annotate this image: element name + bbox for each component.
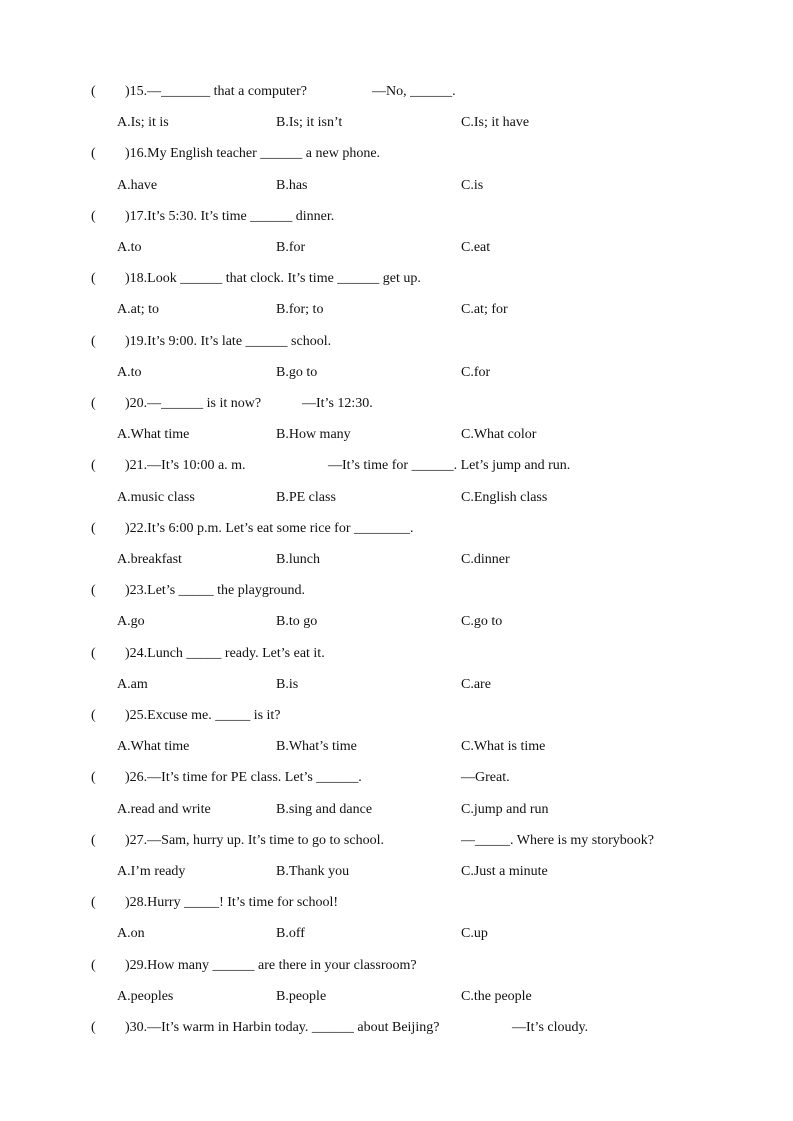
question-15 [0,82,793,102]
question-16 [0,144,793,164]
question-text: )29.How many ______ are there in your classroom? [125,957,417,973]
options-18 [0,300,793,320]
answer-bracket: ( [91,708,96,723]
option-c: C.Just a minute [461,864,548,879]
question-reply: —It’s time for ______. Let’s jump and run. [328,458,571,474]
option-b: B.lunch [276,552,320,567]
answer-bracket: ( [91,1020,96,1035]
option-c: C.Is; it have [461,115,530,131]
option-a: A.am [117,676,148,692]
question-17 [0,207,793,227]
option-a: A.breakfast [117,552,182,567]
answer-bracket: ( [91,583,96,599]
option-c: C.are [461,676,491,692]
question-reply: —No, ______. [372,84,456,99]
question-text: )20.—______ is it now? [125,396,262,411]
question-text: )22.It’s 6:00 p.m. Let’s eat some rice for ________. [125,520,414,536]
option-a: A.music class [117,489,195,505]
question-21 [0,456,793,476]
question-reply: —Great. [461,770,510,786]
option-b: B.people [276,988,327,1004]
options-28 [0,924,793,944]
option-a: A.read and write [117,801,211,817]
option-c: C.What color [461,427,537,443]
options-19 [0,363,793,383]
question-text: )16.My English teacher ______ a new phone. [125,146,381,162]
options-16 [0,176,793,196]
option-c: C.What is time [461,739,546,755]
question-text: )26.—It’s time for PE class. Let’s ______. [125,770,362,786]
option-b: B.How many [276,427,351,443]
option-b: B.for; to [276,302,324,318]
option-a: A.What time [117,739,190,755]
answer-bracket: ( [91,957,96,973]
option-c: C.at; for [461,302,508,318]
option-a: A.What time [117,427,190,443]
question-text: )28.Hurry _____! It’s time for school! [125,895,339,911]
question-30 [0,1018,793,1038]
options-25 [0,737,793,757]
question-text: )15.—_______ that a computer? [125,84,307,99]
option-b: B.off [276,926,305,942]
question-29 [0,956,793,976]
option-a: A.to [117,364,142,380]
question-text: )18.Look ______ that clock. It’s time ______ get up. [125,271,421,287]
question-28 [0,893,793,913]
option-b: B.What’s time [276,739,357,755]
answer-bracket: ( [91,645,96,661]
options-26 [0,800,793,820]
answer-bracket: ( [91,770,96,786]
option-c: C.eat [461,240,491,255]
option-a: A.peoples [117,988,174,1004]
option-c: C.English class [461,489,548,505]
options-23 [0,612,793,632]
answer-bracket: ( [91,271,96,287]
option-c: C.go to [461,614,503,630]
question-reply: —It’s cloudy. [512,1020,589,1035]
option-b: B.Is; it isn’t [276,115,343,131]
options-22 [0,550,793,570]
options-17 [0,238,793,258]
option-c: C.up [461,926,488,942]
question-text: )21.—It’s 10:00 a. m. [125,458,246,474]
answer-bracket: ( [91,458,96,474]
option-a: A.go [117,614,145,630]
question-22 [0,519,793,539]
answer-bracket: ( [91,146,96,162]
options-21 [0,488,793,508]
question-text: )27.—Sam, hurry up. It’s time to go to school. [125,832,384,848]
options-29 [0,987,793,1007]
option-b: B.PE class [276,489,336,505]
answer-bracket: ( [91,832,96,848]
option-a: A.I’m ready [117,864,186,879]
question-26 [0,768,793,788]
option-a: A.at; to [117,302,159,318]
question-text: )30.—It’s warm in Harbin today. ______ about Beijing? [125,1020,440,1035]
option-a: A.have [117,177,158,193]
options-24 [0,675,793,695]
question-18 [0,269,793,289]
question-reply: —_____. Where is my storybook? [461,832,654,848]
options-15 [0,113,793,133]
question-text: )19.It’s 9:00. It’s late ______ school. [125,333,332,349]
option-a: A.to [117,240,142,255]
options-27 [0,862,793,882]
option-b: B.go to [276,364,318,380]
question-text: )25.Excuse me. _____ is it? [125,708,281,723]
question-25 [0,706,793,726]
question-23 [0,581,793,601]
answer-bracket: ( [91,84,96,99]
question-24 [0,644,793,664]
question-text: )24.Lunch _____ ready. Let’s eat it. [125,645,325,661]
answer-bracket: ( [91,895,96,911]
question-19 [0,332,793,352]
answer-bracket: ( [91,333,96,349]
option-a: A.Is; it is [117,115,169,131]
option-b: B.is [276,676,299,692]
option-b: B.to go [276,614,318,630]
option-b: B.has [276,177,308,193]
option-b: B.for [276,240,306,255]
option-c: C.dinner [461,552,510,567]
option-b: B.Thank you [276,864,350,879]
option-c: C.for [461,364,491,380]
question-27 [0,831,793,851]
option-c: C.is [461,177,484,193]
option-b: B.sing and dance [276,801,373,817]
question-text: )23.Let’s _____ the playground. [125,583,306,599]
question-20 [0,394,793,414]
answer-bracket: ( [91,396,96,411]
option-c: C.the people [461,988,532,1004]
answer-bracket: ( [91,520,96,536]
option-a: A.on [117,926,145,942]
option-c: C.jump and run [461,801,549,817]
question-reply: —It’s 12:30. [302,396,373,411]
answer-bracket: ( [91,208,96,224]
options-20 [0,425,793,445]
question-text: )17.It’s 5:30. It’s time ______ dinner. [125,208,335,224]
